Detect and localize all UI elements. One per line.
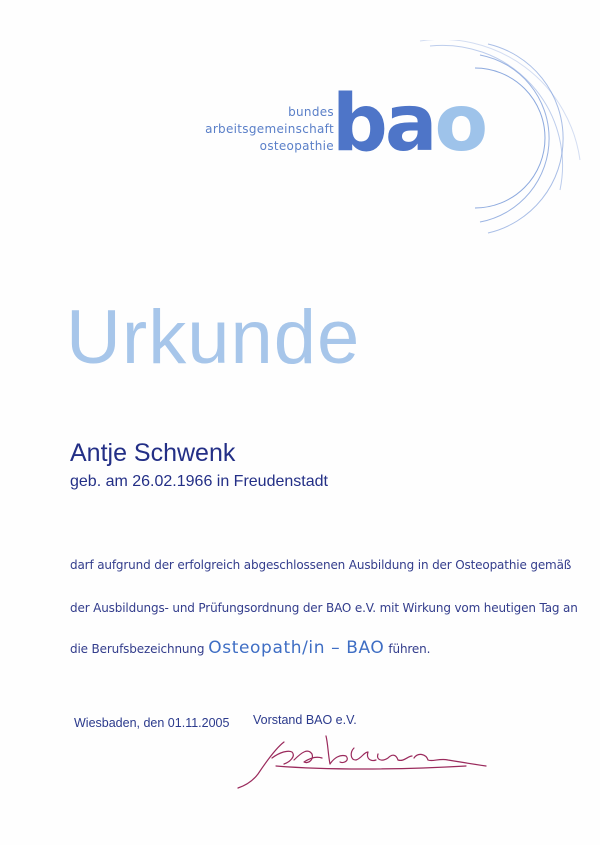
signature-stroke <box>276 766 466 769</box>
recipient-birth-info: geb. am 26.02.1966 in Freudenstadt <box>70 473 328 490</box>
logo-org-line: arbeitsgemeinschaft <box>205 122 334 136</box>
handwritten-signature <box>236 730 506 790</box>
bao-logo <box>332 74 485 174</box>
certificate-title: Urkunde <box>66 295 361 380</box>
logo-org-name <box>176 104 334 155</box>
signature-stroke <box>378 754 412 760</box>
place-and-date: Wiesbaden, den 01.11.2005 <box>74 716 230 730</box>
logo-org-line: osteopathie <box>259 139 334 153</box>
signature-stroke <box>238 742 284 788</box>
recipient-name: Antje Schwenk <box>70 439 236 467</box>
signature-stroke <box>272 751 293 764</box>
logo-wordmark-ba: ba <box>332 79 435 169</box>
signature-stroke <box>326 736 347 764</box>
logo-org-line: bundes <box>288 105 334 119</box>
certificate-body-line <box>70 639 430 658</box>
logo-wordmark-o: o <box>434 79 486 169</box>
signature-stroke <box>351 748 376 761</box>
body-line-prefix: die Berufsbezeichnung <box>70 642 205 656</box>
signature-stroke <box>414 754 486 766</box>
professional-designation: Osteopath/in – BAO <box>208 638 385 658</box>
signature-stroke <box>294 751 322 762</box>
board-label: Vorstand BAO e.V. <box>253 713 357 727</box>
certificate-body-line: darf aufgrund der erfolgreich abgeschlossenen Ausbildung in der Osteopathie gemäß <box>70 558 572 572</box>
body-line-suffix: führen. <box>388 642 431 656</box>
certificate-body-line: der Ausbildungs- und Prüfungsordnung der BAO e.V. mit Wirkung vom heutigen Tag an <box>70 601 578 615</box>
